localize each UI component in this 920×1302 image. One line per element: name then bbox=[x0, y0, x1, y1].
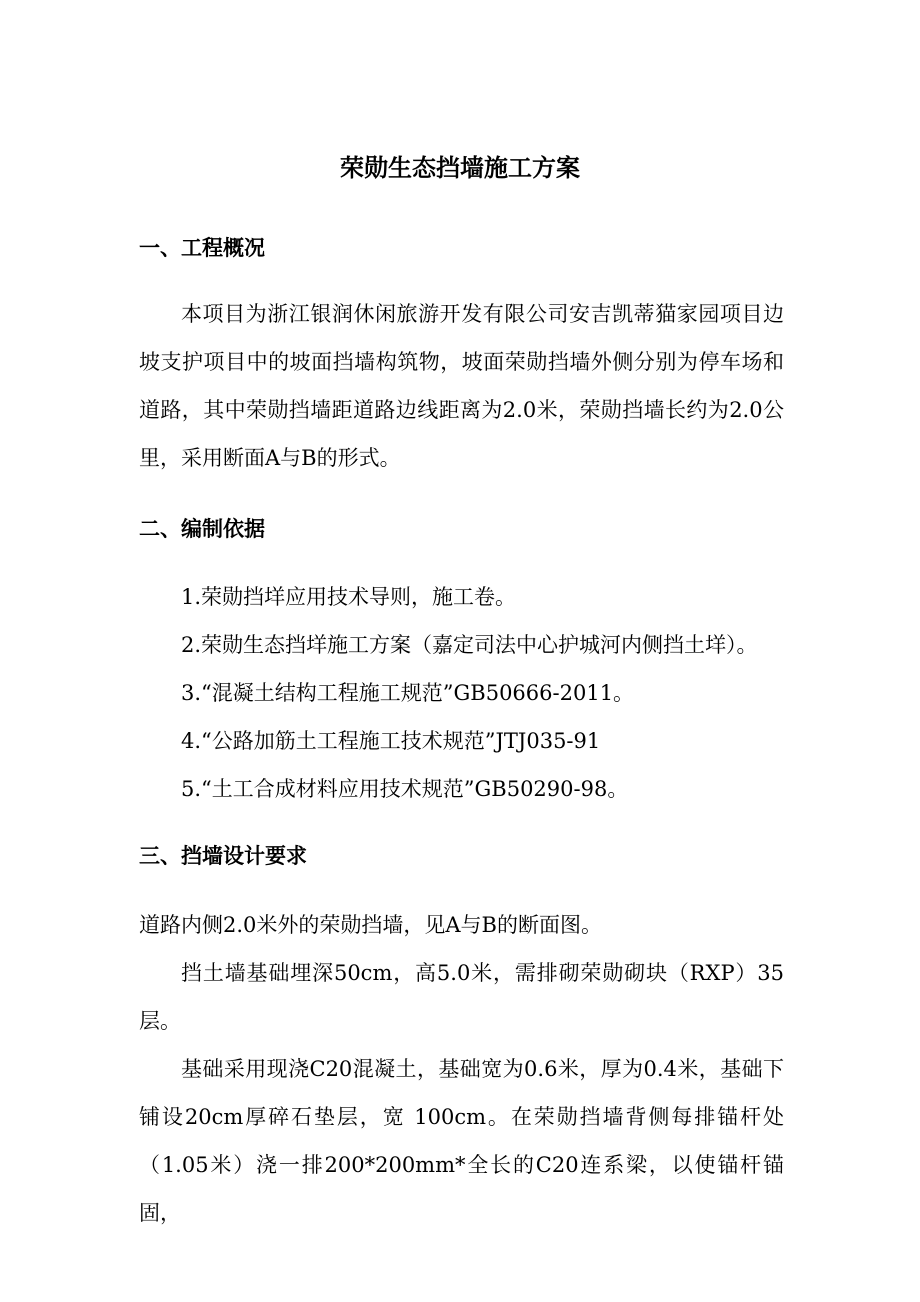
overview-paragraph: 本项目为浙江银润休闲旅游开发有限公司安吉凯蒂猫家园项目边坡支护项目中的坡面挡墙构筑物，坡面荣勋挡墙外侧分别为停车场和道路，其中荣勋挡墙距道路边线距离为2.0米，荣勋挡墙长约为2.0公里，采用断面A与B的形式。 bbox=[139, 302, 784, 470]
section-heading-basis: 二、编制依据 bbox=[139, 517, 265, 541]
list-item: 4.“公路加筋土工程施工技术规范”JTJ035-91 bbox=[181, 729, 601, 753]
section-heading-design: 三、挡墙设计要求 bbox=[139, 844, 307, 868]
design-intro: 道路内侧2.0米外的荣勋挡墙，见A与B的断面图。 bbox=[139, 913, 602, 937]
list-item: 2.荣勋生态挡垟施工方案（嘉定司法中心护城河内侧挡土垟）。 bbox=[181, 633, 758, 657]
list-item: 1.荣勋挡垟应用技术导则，施工卷。 bbox=[181, 585, 517, 609]
list-item: 5.“土工合成材料应用技术规范”GB50290-98。 bbox=[181, 777, 629, 801]
basis-list bbox=[181, 573, 801, 813]
section-heading-overview: 一、工程概况 bbox=[139, 236, 265, 260]
document-title: 荣勋生态挡墙施工方案 bbox=[340, 154, 580, 182]
design-paragraph-foundation-spec: 基础采用现浇C20混凝土，基础宽为0.6米，厚为0.4米，基础下铺设20cm厚碎石垫层，宽 100cm。在荣勋挡墙背侧每排锚杆处（1.05米）浇一排200*200mm*全长的C20连系梁，以使锚杆锚固， bbox=[139, 1057, 784, 1225]
design-paragraph-foundation-depth: 挡土墙基础埋深50cm，高5.0米，需排砌荣勋砌块（RXP）35层。 bbox=[139, 961, 784, 1033]
list-item: 3.“混凝土结构工程施工规范”GB50666-2011。 bbox=[181, 681, 635, 705]
